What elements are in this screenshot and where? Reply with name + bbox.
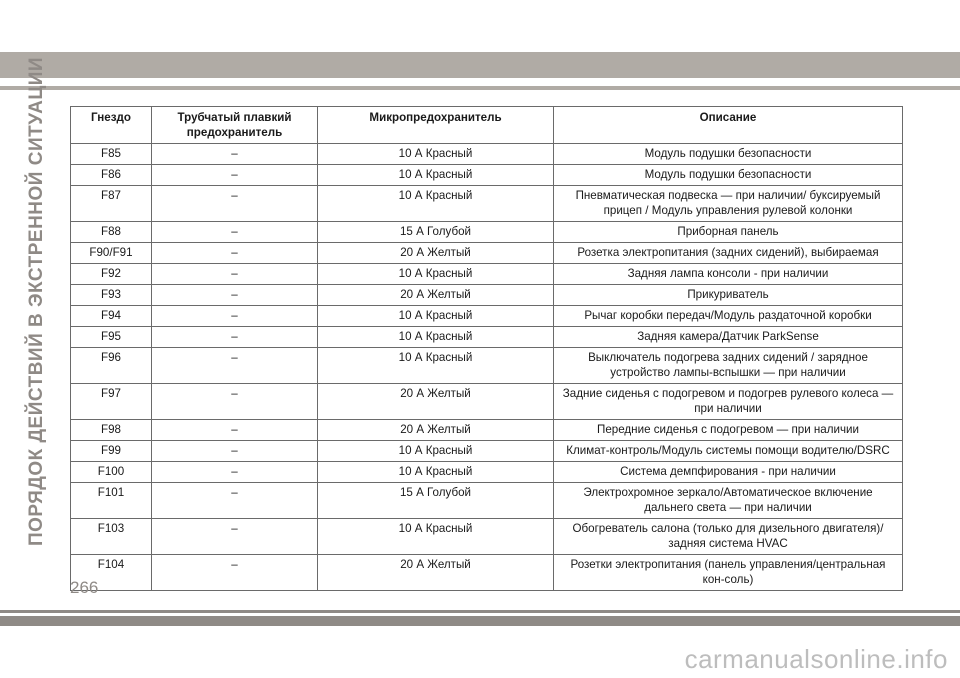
table-row	[71, 144, 903, 165]
cell-socket: F90/F91	[71, 243, 152, 264]
cell-description: Электрохромное зеркало/Автоматическое включение дальнего света — при наличии	[554, 483, 903, 519]
cell-mini-fuse: 20 А Желтый	[318, 243, 554, 264]
table-row	[71, 285, 903, 306]
cell-socket: F101	[71, 483, 152, 519]
cell-mini-fuse: 15 А Голубой	[318, 222, 554, 243]
page-number: 266	[70, 578, 99, 597]
cell-description: Обогреватель салона (только для дизельного двигателя)/задняя система HVAC	[554, 519, 903, 555]
cell-cartridge-fuse: –	[152, 165, 318, 186]
cell-mini-fuse: 10 А Красный	[318, 462, 554, 483]
section-side-title: ПОРЯДОК ДЕЙСТВИЙ В ЭКСТРЕННОЙ СИТУАЦИИ	[26, 56, 47, 546]
cell-mini-fuse: 10 А Красный	[318, 441, 554, 462]
table-row	[71, 441, 903, 462]
cell-socket: F104	[71, 555, 152, 591]
cell-description: Модуль подушки безопасности	[554, 144, 903, 165]
cell-cartridge-fuse: –	[152, 462, 318, 483]
cell-mini-fuse: 20 А Желтый	[318, 420, 554, 441]
cell-mini-fuse: 10 А Красный	[318, 327, 554, 348]
cell-mini-fuse: 20 А Желтый	[318, 384, 554, 420]
cell-description: Розетки электропитания (панель управления/центральная кон-соль)	[554, 555, 903, 591]
cell-cartridge-fuse: –	[152, 348, 318, 384]
cell-cartridge-fuse: –	[152, 519, 318, 555]
table-row	[71, 264, 903, 285]
cell-cartridge-fuse: –	[152, 441, 318, 462]
header-rule	[0, 86, 960, 90]
cell-mini-fuse: 10 А Красный	[318, 348, 554, 384]
table-row	[71, 555, 903, 591]
cell-socket: F103	[71, 519, 152, 555]
cell-description: Задняя лампа консоли - при наличии	[554, 264, 903, 285]
header-description: Описание	[554, 107, 903, 144]
cell-description: Система демпфирования - при наличии	[554, 462, 903, 483]
table-row	[71, 186, 903, 222]
cell-description: Задние сиденья с подогревом и подогрев рулевого колеса — при наличии	[554, 384, 903, 420]
cell-cartridge-fuse: –	[152, 555, 318, 591]
cell-mini-fuse: 20 А Желтый	[318, 555, 554, 591]
cell-description: Задняя камера/Датчик ParkSense	[554, 327, 903, 348]
cell-socket: F95	[71, 327, 152, 348]
cell-mini-fuse: 10 А Красный	[318, 186, 554, 222]
header-band	[0, 52, 960, 78]
table-row	[71, 165, 903, 186]
cell-socket: F92	[71, 264, 152, 285]
table-row	[71, 243, 903, 264]
cell-cartridge-fuse: –	[152, 186, 318, 222]
footer-rule-thick	[0, 616, 960, 626]
table-row	[71, 462, 903, 483]
cell-socket: F96	[71, 348, 152, 384]
cell-socket: F85	[71, 144, 152, 165]
cell-description: Рычаг коробки передач/Модуль раздаточной коробки	[554, 306, 903, 327]
table-row	[71, 306, 903, 327]
watermark: carmanualsonline.info	[684, 644, 948, 674]
cell-cartridge-fuse: –	[152, 483, 318, 519]
cell-socket: F99	[71, 441, 152, 462]
table-row	[71, 483, 903, 519]
cell-cartridge-fuse: –	[152, 285, 318, 306]
cell-description: Модуль подушки безопасности	[554, 165, 903, 186]
cell-description: Розетка электропитания (задних сидений), выбираемая	[554, 243, 903, 264]
cell-socket: F97	[71, 384, 152, 420]
cell-mini-fuse: 10 А Красный	[318, 306, 554, 327]
cell-mini-fuse: 20 А Желтый	[318, 285, 554, 306]
cell-mini-fuse: 10 А Красный	[318, 264, 554, 285]
cell-mini-fuse: 10 А Красный	[318, 519, 554, 555]
table-row	[71, 348, 903, 384]
table-row	[71, 519, 903, 555]
cell-cartridge-fuse: –	[152, 264, 318, 285]
header-socket: Гнездо	[71, 107, 152, 144]
cell-cartridge-fuse: –	[152, 144, 318, 165]
cell-socket: F87	[71, 186, 152, 222]
cell-socket: F88	[71, 222, 152, 243]
cell-mini-fuse: 10 А Красный	[318, 144, 554, 165]
cell-cartridge-fuse: –	[152, 420, 318, 441]
cell-socket: F94	[71, 306, 152, 327]
table-row	[71, 420, 903, 441]
table-header-row	[71, 107, 903, 144]
cell-cartridge-fuse: –	[152, 306, 318, 327]
fuse-table	[70, 106, 903, 591]
cell-description: Пневматическая подвеска — при наличии/ буксируемый прицеп / Модуль управления рулевой колонки	[554, 186, 903, 222]
cell-description: Климат-контроль/Модуль системы помощи водителю/DSRC	[554, 441, 903, 462]
cell-cartridge-fuse: –	[152, 384, 318, 420]
cell-cartridge-fuse: –	[152, 327, 318, 348]
cell-cartridge-fuse: –	[152, 243, 318, 264]
cell-description: Прикуриватель	[554, 285, 903, 306]
cell-description: Приборная панель	[554, 222, 903, 243]
cell-socket: F98	[71, 420, 152, 441]
table-row	[71, 327, 903, 348]
cell-mini-fuse: 10 А Красный	[318, 165, 554, 186]
table-row	[71, 222, 903, 243]
header-cartridge-fuse: Трубчатый плавкий предохранитель	[152, 107, 318, 144]
cell-socket: F100	[71, 462, 152, 483]
footer-rule-thin	[0, 610, 960, 613]
header-mini-fuse: Микропредохранитель	[318, 107, 554, 144]
cell-description: Выключатель подогрева задних сидений / зарядное устройство лампы-вспышки — при наличии	[554, 348, 903, 384]
cell-socket: F93	[71, 285, 152, 306]
table-row	[71, 384, 903, 420]
cell-description: Передние сиденья с подогревом — при наличии	[554, 420, 903, 441]
cell-mini-fuse: 15 А Голубой	[318, 483, 554, 519]
cell-cartridge-fuse: –	[152, 222, 318, 243]
cell-socket: F86	[71, 165, 152, 186]
